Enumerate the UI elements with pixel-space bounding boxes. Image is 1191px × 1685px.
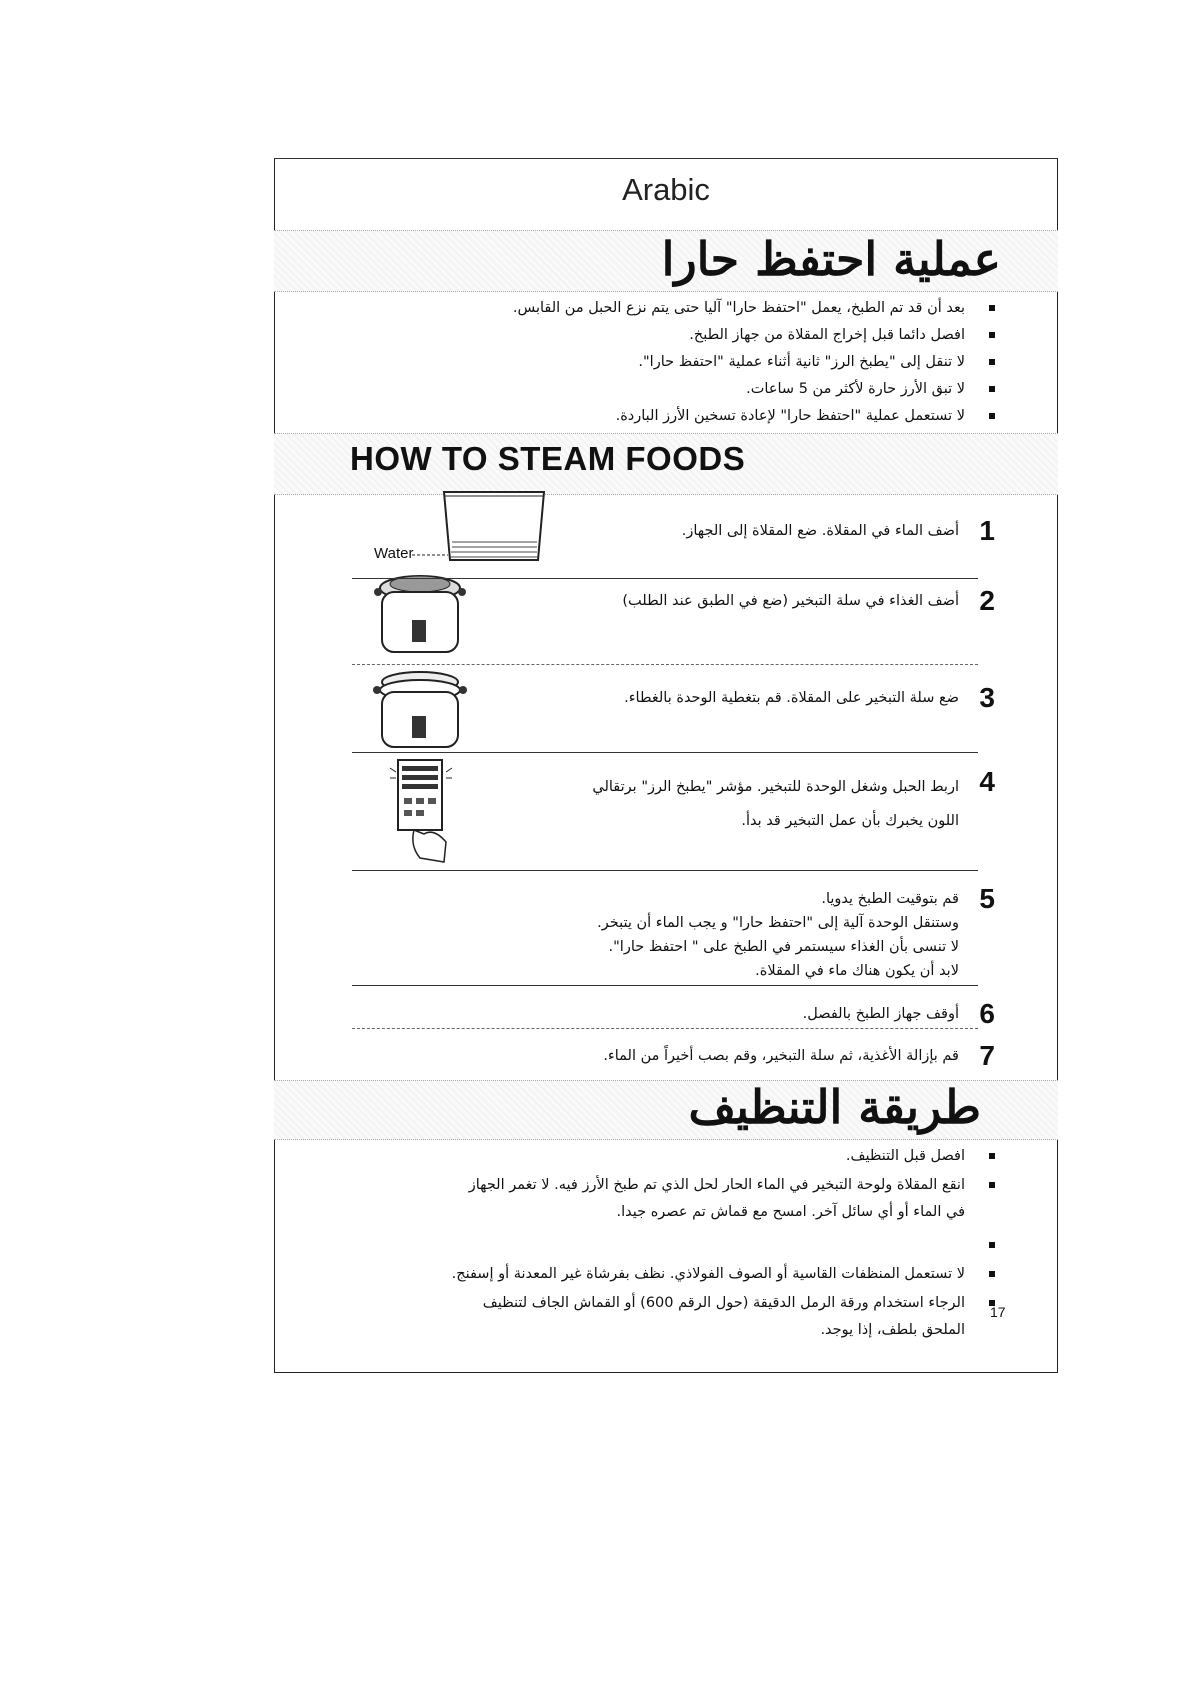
bullet-square-icon xyxy=(989,359,995,365)
steam-step-5 xyxy=(355,883,995,979)
bullet-text: افصل دائما قبل إخراج المقلاة من جهاز الطبخ. xyxy=(689,327,965,343)
bullet-text-line: في الماء أو أي سائل آخر. امسح مع قماش تم عصره جيدا. xyxy=(616,1204,965,1220)
water-pointer-line xyxy=(412,552,448,558)
step-number: 3 xyxy=(979,682,995,713)
steam-step-7 xyxy=(355,1040,995,1070)
bullet-text-line: الملحق بلطف، إذا يوجد. xyxy=(820,1322,965,1338)
step-text-line: قم بإزالة الأغذية، ثم سلة التبخير، وقم بصب أخيراً من الماء. xyxy=(603,1048,959,1064)
step-text xyxy=(803,1002,959,1026)
step-divider xyxy=(352,1028,978,1029)
step-text-line: أضف الماء في المقلاة. ضع المقلاة إلى الجهاز. xyxy=(681,523,959,539)
bullet-text-line: افصل قبل التنظيف. xyxy=(845,1148,965,1164)
keep-warm-bullet xyxy=(513,322,995,349)
step-text xyxy=(597,887,959,983)
bullet-square-icon xyxy=(989,305,995,311)
cleaning-title: طريقة التنظيف xyxy=(688,1080,981,1134)
step-text-line: أوقف جهاز الطبخ بالفصل. xyxy=(802,1006,959,1022)
step-number: 4 xyxy=(979,766,995,797)
bullet-square-icon xyxy=(989,413,995,419)
bullet-text-line: الرجاء استخدام ورقة الرمل الدقيقة (حول الرقم 600) أو القماش الجاف لتنظيف xyxy=(482,1295,965,1311)
bullet-square-icon xyxy=(989,1271,995,1277)
step-number: 7 xyxy=(979,1040,995,1071)
keep-warm-title: عملية احتفظ حارا xyxy=(661,232,1001,286)
step-divider xyxy=(352,870,978,871)
steam-title: HOW TO STEAM FOODS xyxy=(350,440,746,477)
keep-warm-list xyxy=(513,295,995,430)
keep-warm-bullet xyxy=(513,295,995,322)
step-text-line: لا تنسى بأن الغذاء سيستمر في الطبخ على " احتفظ حارا". xyxy=(608,939,959,955)
steam-step-2 xyxy=(355,585,995,615)
bullet-text-line: لا تستعمل المنظفات القاسية أو الصوف الفولاذي. نظف بفرشاة غير المعدنة أو إسفنج. xyxy=(451,1266,965,1282)
step-text xyxy=(592,770,959,838)
step-text xyxy=(603,1044,959,1068)
step-text-line: وستنقل الوحدة آلية إلى "احتفظ حارا" و يجب الماء أن يتبخر. xyxy=(597,915,959,931)
language-heading: Arabic xyxy=(622,172,710,207)
step-text xyxy=(624,686,959,710)
cleaning-bullet xyxy=(452,1290,995,1344)
step-number: 6 xyxy=(979,998,995,1029)
bullet-square-icon xyxy=(989,386,995,392)
bullet-square-icon xyxy=(989,1242,995,1248)
cleaning-bullet xyxy=(452,1232,995,1259)
water-label: Water xyxy=(374,545,414,562)
step-number: 1 xyxy=(979,515,995,546)
bullet-square-icon xyxy=(989,1153,995,1159)
bullet-square-icon xyxy=(989,332,995,338)
step-text xyxy=(622,589,959,613)
steam-step-6 xyxy=(355,998,995,1028)
keep-warm-bullet xyxy=(513,376,995,403)
steam-step-3 xyxy=(355,682,995,712)
step-divider xyxy=(352,664,978,665)
cleaning-list xyxy=(452,1143,995,1350)
steam-step-4 xyxy=(355,766,995,829)
bullet-text-line: انقع المقلاة ولوحة التبخير في الماء الحار لحل الذي تم طبخ الأرز فيه. لا تغمر الجهاز xyxy=(468,1177,965,1193)
bullet-text-line xyxy=(452,1232,965,1259)
cleaning-bullet xyxy=(452,1261,995,1288)
step-text-line: اربط الحبل وشغل الوحدة للتبخير. مؤشر "يطبخ الرز" برتقالي xyxy=(592,779,959,795)
bullet-square-icon xyxy=(989,1182,995,1188)
step-text-line: ضع سلة التبخير على المقلاة. قم بتغطية الوحدة بالغطاء. xyxy=(624,690,959,706)
bullet-text: لا تنقل إلى "يطبخ الرز" ثانية أثناء عملية "احتفظ حارا". xyxy=(638,354,965,370)
step-divider xyxy=(352,985,978,986)
step-divider xyxy=(352,578,978,579)
bullet-text: بعد أن قد تم الطبخ، يعمل "احتفظ حارا" آليا حتى يتم نزع الحبل من القابس. xyxy=(512,300,965,316)
step-text-line: قم بتوقيت الطبخ يدويا. xyxy=(821,891,959,907)
bullet-text: لا تستعمل عملية "احتفظ حارا" لإعادة تسخين الأرز الباردة. xyxy=(615,408,965,424)
bullet-text: لا تبق الأرز حارة لأكثر من 5 ساعات. xyxy=(746,381,965,397)
step-text-line: أضف الغذاء في سلة التبخير (ضع في الطبق عند الطلب) xyxy=(622,593,959,609)
page-number: 17 xyxy=(990,1304,1006,1320)
step-number: 2 xyxy=(979,585,995,616)
cleaning-bullet xyxy=(452,1172,995,1226)
step-number: 5 xyxy=(979,883,995,914)
step-divider xyxy=(352,752,978,753)
cleaning-bullet xyxy=(452,1143,995,1170)
step-text xyxy=(682,519,959,543)
step-text-line: اللون يخبرك بأن عمل التبخير قد بدأ. xyxy=(741,813,959,829)
step-text-line: لابد أن يكون هناك ماء في المقلاة. xyxy=(755,963,959,979)
steam-step-1 xyxy=(355,515,995,545)
keep-warm-bullet xyxy=(513,349,995,376)
keep-warm-bullet xyxy=(513,403,995,430)
